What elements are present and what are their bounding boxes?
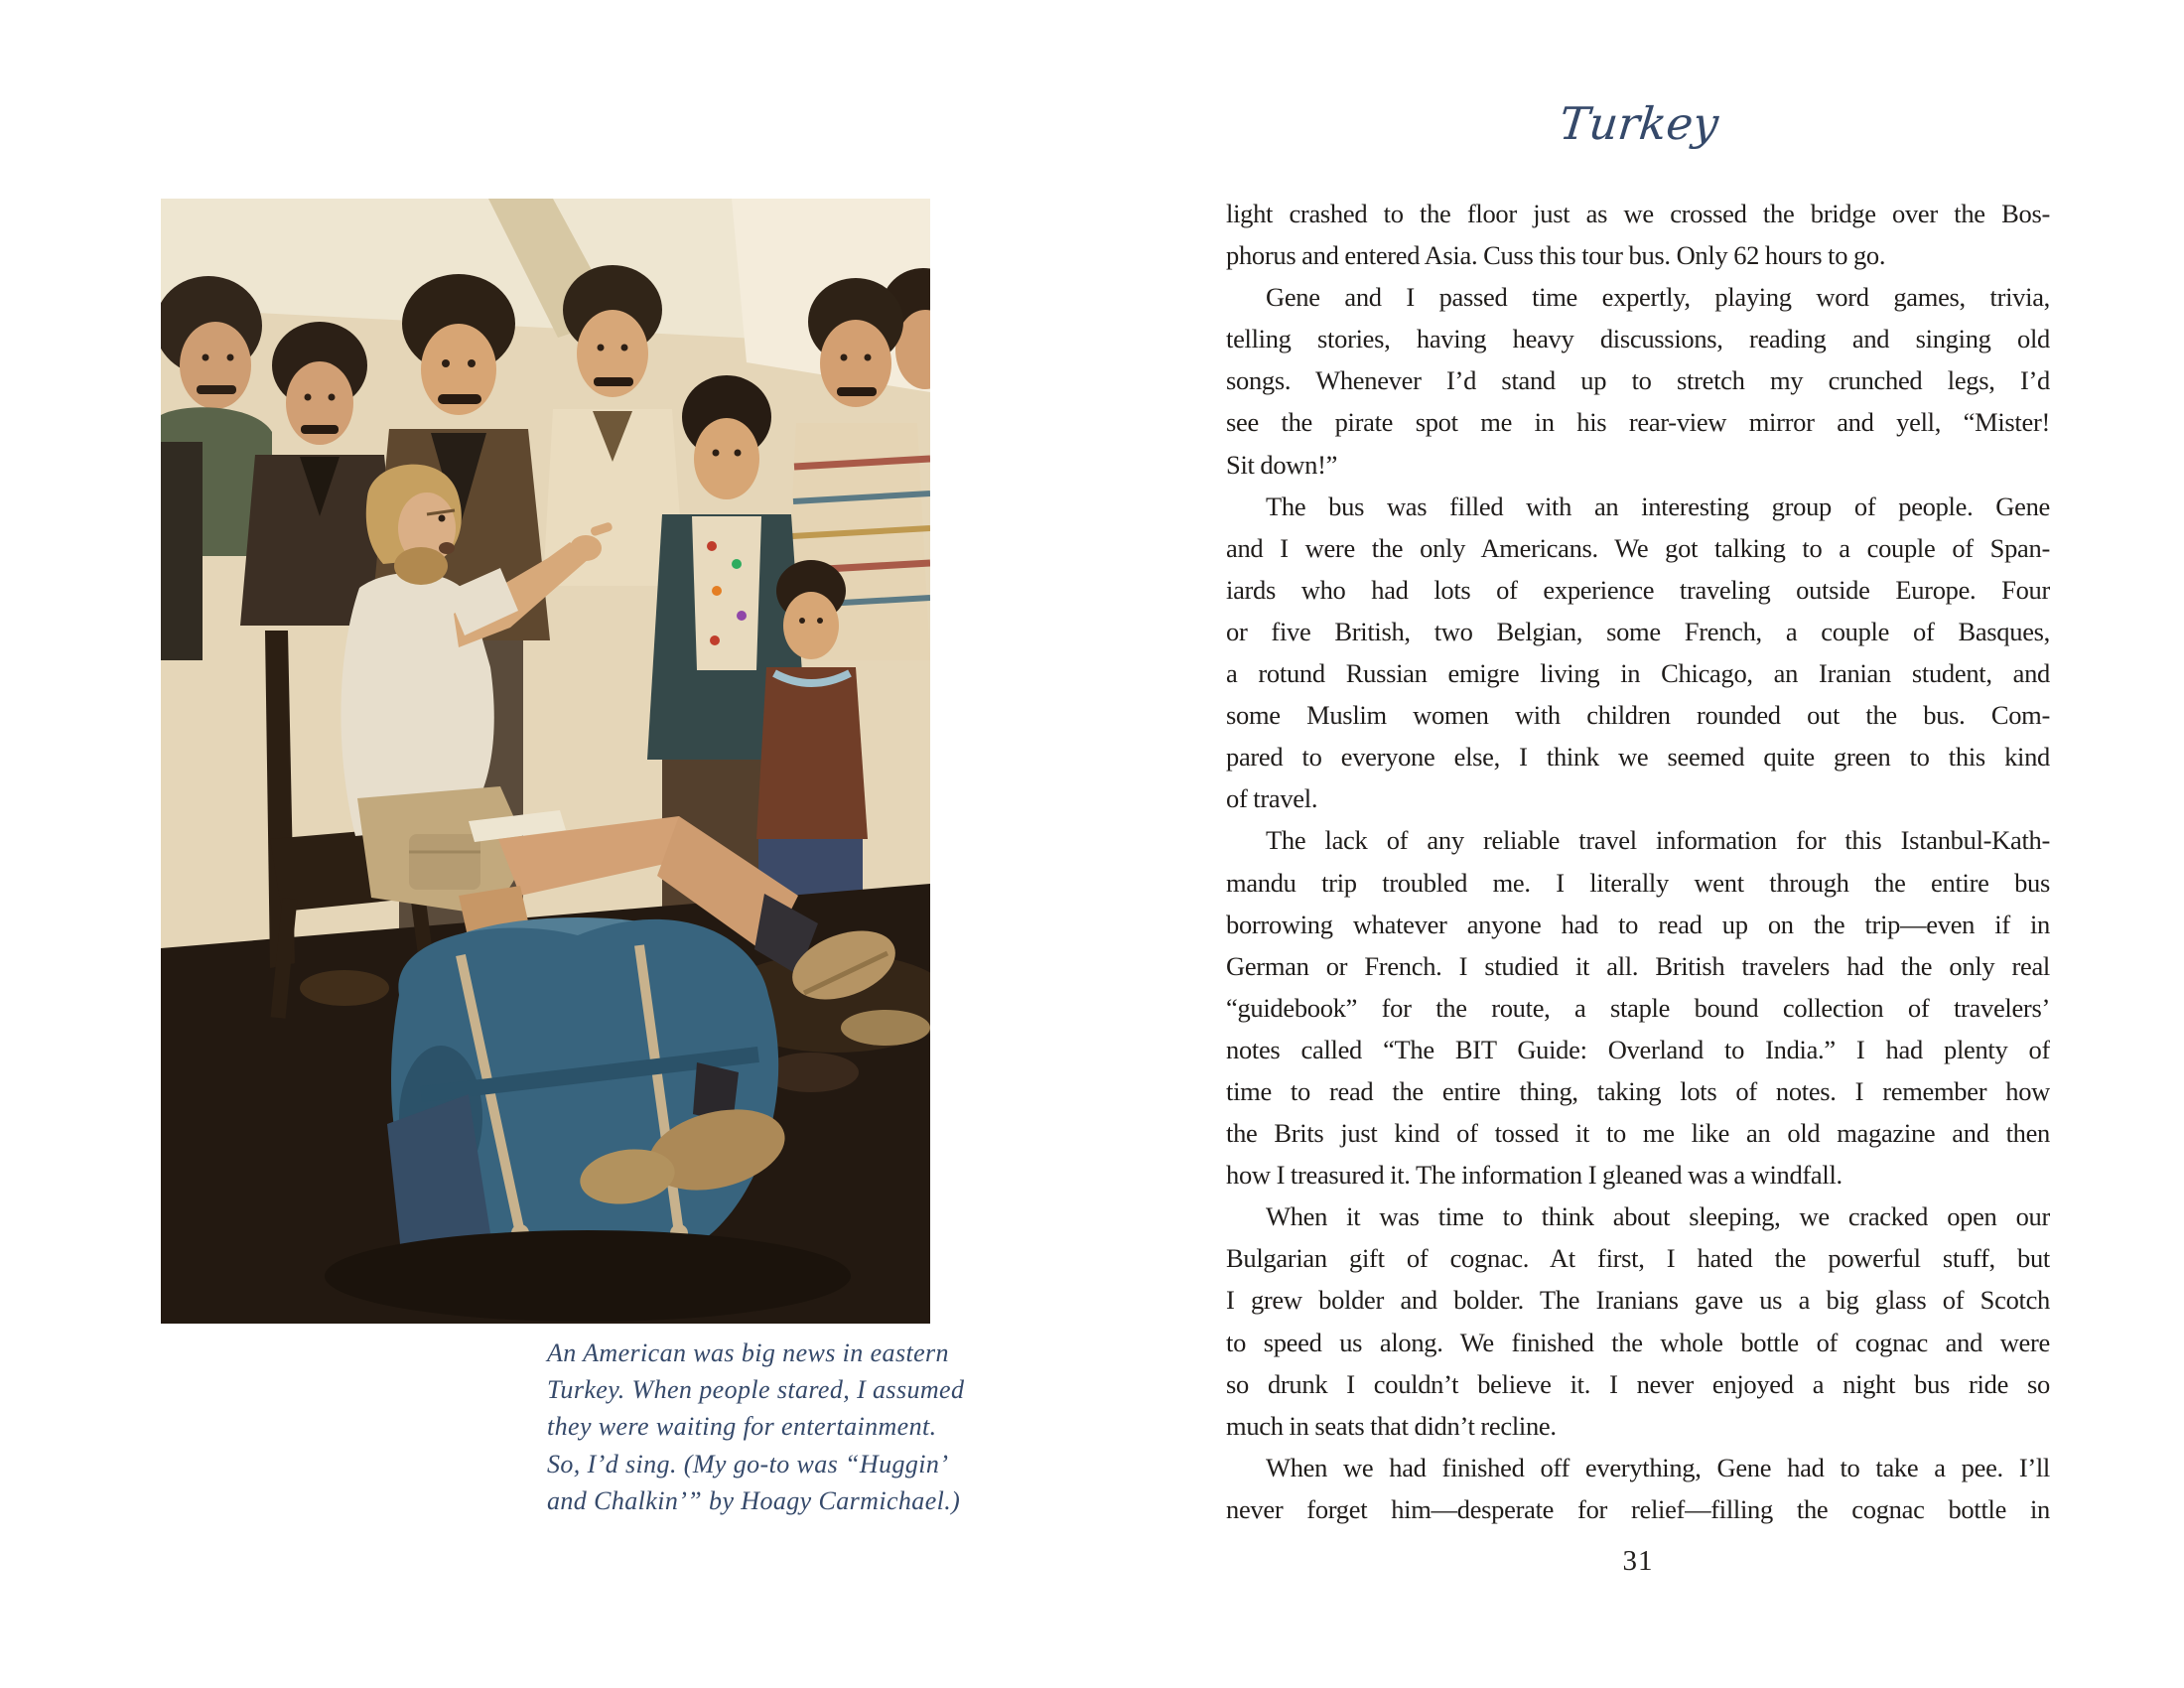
body-line: never forget him—desperate for relief—filling the cognac bottle in xyxy=(1226,1493,2050,1524)
body-line: how I treasured it. The information I gleaned was a windfall. xyxy=(1226,1160,1843,1191)
body-line: much in seats that didn’t recline. xyxy=(1226,1410,1557,1441)
body-line: or five British, two Belgian, some French, a couple of Basques, xyxy=(1226,616,2050,646)
body-line: When it was time to think about sleeping, we cracked open our xyxy=(1266,1201,2050,1232)
body-line: the Brits just kind of tossed it to me like an old magazine and then xyxy=(1226,1118,2050,1149)
caption-line: Turkey. When people stared, I assumed xyxy=(547,1375,965,1405)
body-line: so drunk I couldn’t believe it. I never enjoyed a night bus ride so xyxy=(1226,1368,2050,1399)
body-line: When we had finished off everything, Gene had to take a pee. I’ll xyxy=(1266,1452,2050,1482)
body-line: borrowing whatever anyone had to read up on the trip—even if in xyxy=(1226,909,2050,939)
page-number: 31 xyxy=(1622,1545,1654,1577)
body-line: pared to everyone else, I think we seemed quite green to this kind xyxy=(1226,742,2050,773)
chapter-header: Turkey xyxy=(1557,97,1721,150)
caption-line: An American was big news in eastern xyxy=(547,1338,949,1367)
photo-caption xyxy=(547,1335,974,1519)
body-line: phorus and entered Asia. Cuss this tour bus. Only 62 hours to go. xyxy=(1226,240,1886,271)
body-line: songs. Whenever I’d stand up to stretch my crunched legs, I’d xyxy=(1226,365,2050,396)
body-line: Gene and I passed time expertly, playing word games, trivia, xyxy=(1266,282,2050,313)
body-line: of travel. xyxy=(1226,783,1318,814)
body-line: iards who had lots of experience traveling outside Europe. Four xyxy=(1226,574,2050,605)
body-line: light crashed to the floor just as we crossed the bridge over the Bos- xyxy=(1226,199,2050,228)
body-line: mandu trip troubled me. I literally went through the entire bus xyxy=(1226,867,2050,898)
body-line: German or French. I studied it all. British travelers had the only real xyxy=(1226,950,2050,981)
body-line: see the pirate spot me in his rear-view mirror and yell, “Mister! xyxy=(1226,407,2050,438)
body-line: to speed us along. We finished the whole bottle of cognac and were xyxy=(1226,1327,2050,1357)
body-line: telling stories, having heavy discussions, reading and singing old xyxy=(1226,324,2050,354)
body-line: The bus was filled with an interesting group of people. Gene xyxy=(1266,491,2050,521)
travel-photo xyxy=(161,199,930,1324)
caption-line: and Chalkin’” by Hoagy Carmichael.) xyxy=(547,1485,961,1515)
photo-illustration xyxy=(161,199,930,1324)
caption-line: So, I’d sing. (My go-to was “Huggin’ xyxy=(547,1449,949,1478)
body-line: Bulgarian gift of cognac. At first, I hated the powerful stuff, but xyxy=(1226,1243,2050,1274)
body-line: a rotund Russian emigre living in Chicago, an Iranian student, and xyxy=(1226,658,2050,689)
body-text xyxy=(1226,193,2050,1530)
body-line: “guidebook” for the route, a staple bound collection of travelers’ xyxy=(1226,992,2050,1023)
caption-line: they were waiting for entertainment. xyxy=(547,1412,937,1442)
body-line: The lack of any reliable travel information for this Istanbul-Kath- xyxy=(1266,825,2050,856)
body-line: notes called “The BIT Guide: Overland to India.” I had plenty of xyxy=(1226,1034,2050,1064)
body-line: some Muslim women with children rounded out the bus. Com- xyxy=(1226,700,2050,731)
body-line: time to read the entire thing, taking lots of notes. I remember how xyxy=(1226,1075,2050,1106)
body-line: and I were the only Americans. We got talking to a couple of Span- xyxy=(1226,532,2050,563)
body-line: Sit down!” xyxy=(1226,449,1338,480)
body-line: I grew bolder and bolder. The Iranians gave us a big glass of Scotch xyxy=(1226,1285,2050,1316)
